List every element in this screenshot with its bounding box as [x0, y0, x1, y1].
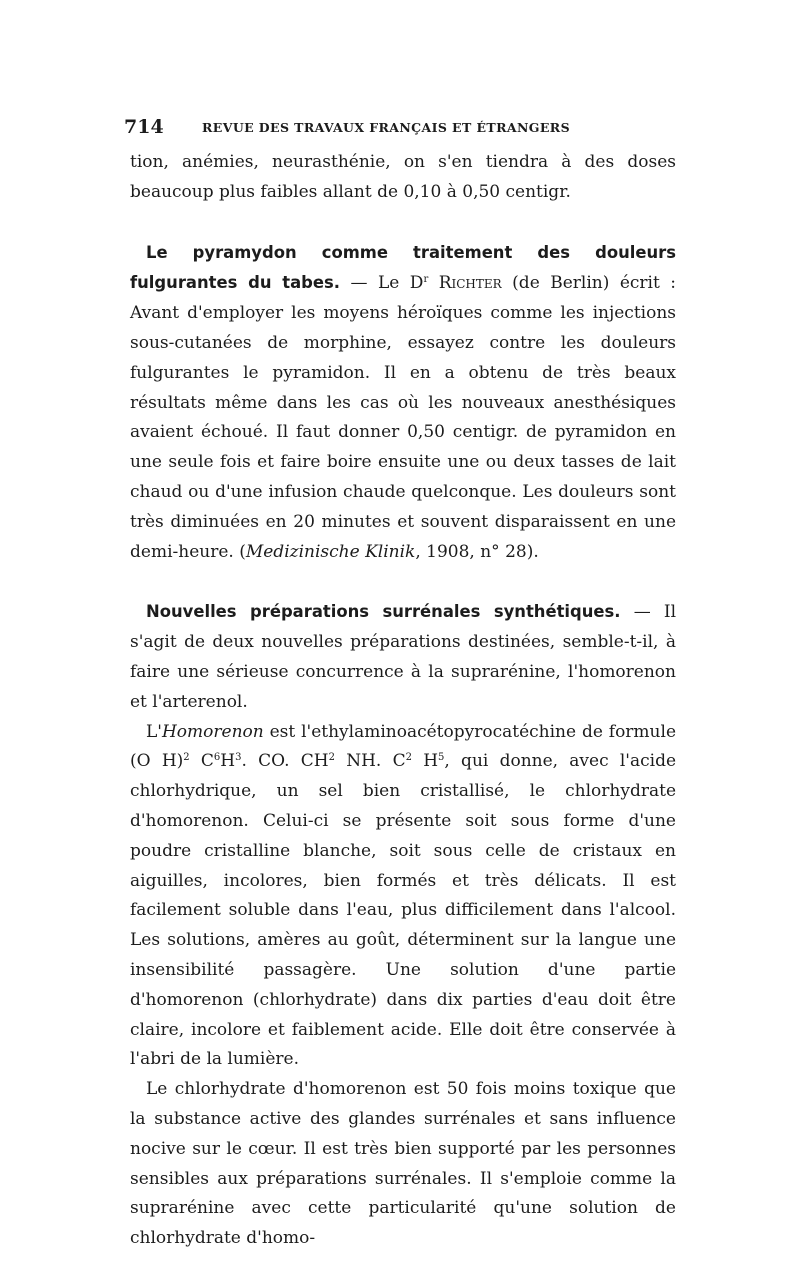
superscript: 3 — [235, 752, 242, 764]
superscript: r — [423, 274, 429, 286]
author-name: Richter — [438, 273, 502, 294]
running-title: REVUE DES TRAVAUX FRANÇAIS ET ÉTRANGERS — [202, 120, 570, 135]
text-span: est l'ethylaminoacétopyrocatéchine de formule (O H) — [130, 721, 676, 772]
text-span: L' — [146, 721, 162, 742]
text-span: — Le D — [340, 273, 424, 294]
page-number: 714 — [124, 116, 164, 138]
text-span: , qui donne, avec l'acide chlorhydrique, un sel bien cristallisé, le chlorhydrate d'homorenon. Celui-ci se présente soit sous forme d'une poudre cristalline blanche, soit sous celle de cristaux en aiguilles, incolores, bien formés et très délicats. Il est facilement soluble dans l'eau, plus difficilement dans l'alcool. Les solutions, amères au goût, déterminent sur la langue une insensibilité passagère. Une solution d'une partie d'homorenon (chlorhydrate) dans dix parties d'eau doit être claire, incolore et faiblement acide. Elle doit être conservée à l'abri de la lumière. — [130, 751, 677, 1070]
term-homorenon: Homorenon — [161, 721, 264, 742]
superscript: 2 — [183, 752, 190, 764]
text-span: , 1908, n° 28). — [415, 541, 539, 562]
paragraph-toxicity: Le chlorhydrate d'homorenon est 50 fois moins toxique que la substance active des glandes surrénales et sans influence nocive sur le cœur. Il est très bien supporté par les personnes sensibles aux préparations surrénales. Il s'emploie comme la suprarénine avec cette particularité qu'une solution de chlorhydrate d'homo- — [130, 1079, 676, 1249]
text-span: — Il s'agit de deux nouvelles préparations destinées, semble-t-il, à faire une sérieuse concurrence à la suprarénine, l'homorenon et l'arterenol. — [130, 602, 677, 712]
section-gap — [130, 567, 676, 597]
paragraph-continuation: tion, anémies, neurasthénie, on s'en tiendra à des doses beaucoup plus faibles allant de 0,10 à 0,50 centigr. — [130, 152, 676, 202]
text-span: H — [411, 751, 439, 772]
paragraph-pyramydon — [130, 238, 676, 568]
paragraph-preparations — [130, 597, 676, 717]
running-header — [124, 116, 684, 140]
superscript: 2 — [328, 752, 335, 764]
text-span: NH. C — [334, 751, 406, 772]
section-gap — [130, 208, 676, 238]
superscript: 2 — [405, 752, 412, 764]
section-heading-preparations: Nouvelles préparations surrénales synthétiques. — [146, 602, 621, 622]
text-span: . CO. CH — [241, 751, 329, 772]
superscript: 6 — [213, 752, 221, 764]
text-span: (de Berlin) écrit : Avant d'employer les moyens héroïques comme les injections sous-cutanées de morphine, essayez contre les douleurs fulgurantes le pyramidon. Il en a obtenu de très beaux résultats même dans les cas où les nouveaux anesthésiques avaient échoué. Il faut donner 0,50 centigr. de pyramidon en une seule fois et faire boire ensuite une ou deux tasses de lait chaud ou d'une infusion chaude quelconque. Les douleurs sont très diminuées en 20 minutes et souvent disparaissent en une demi-heure. ( — [130, 273, 677, 562]
body-text — [130, 148, 676, 1254]
source-citation: Medizinische Klinik — [245, 541, 416, 562]
section-heading-pyramydon: Le pyramydon comme traitement des douleurs fulgurantes du tabes. — [130, 242, 676, 293]
text-span: C — [189, 751, 214, 772]
text-span: H — [220, 751, 236, 772]
superscript: 5 — [438, 752, 445, 764]
paragraph-homorenon — [130, 718, 676, 1076]
